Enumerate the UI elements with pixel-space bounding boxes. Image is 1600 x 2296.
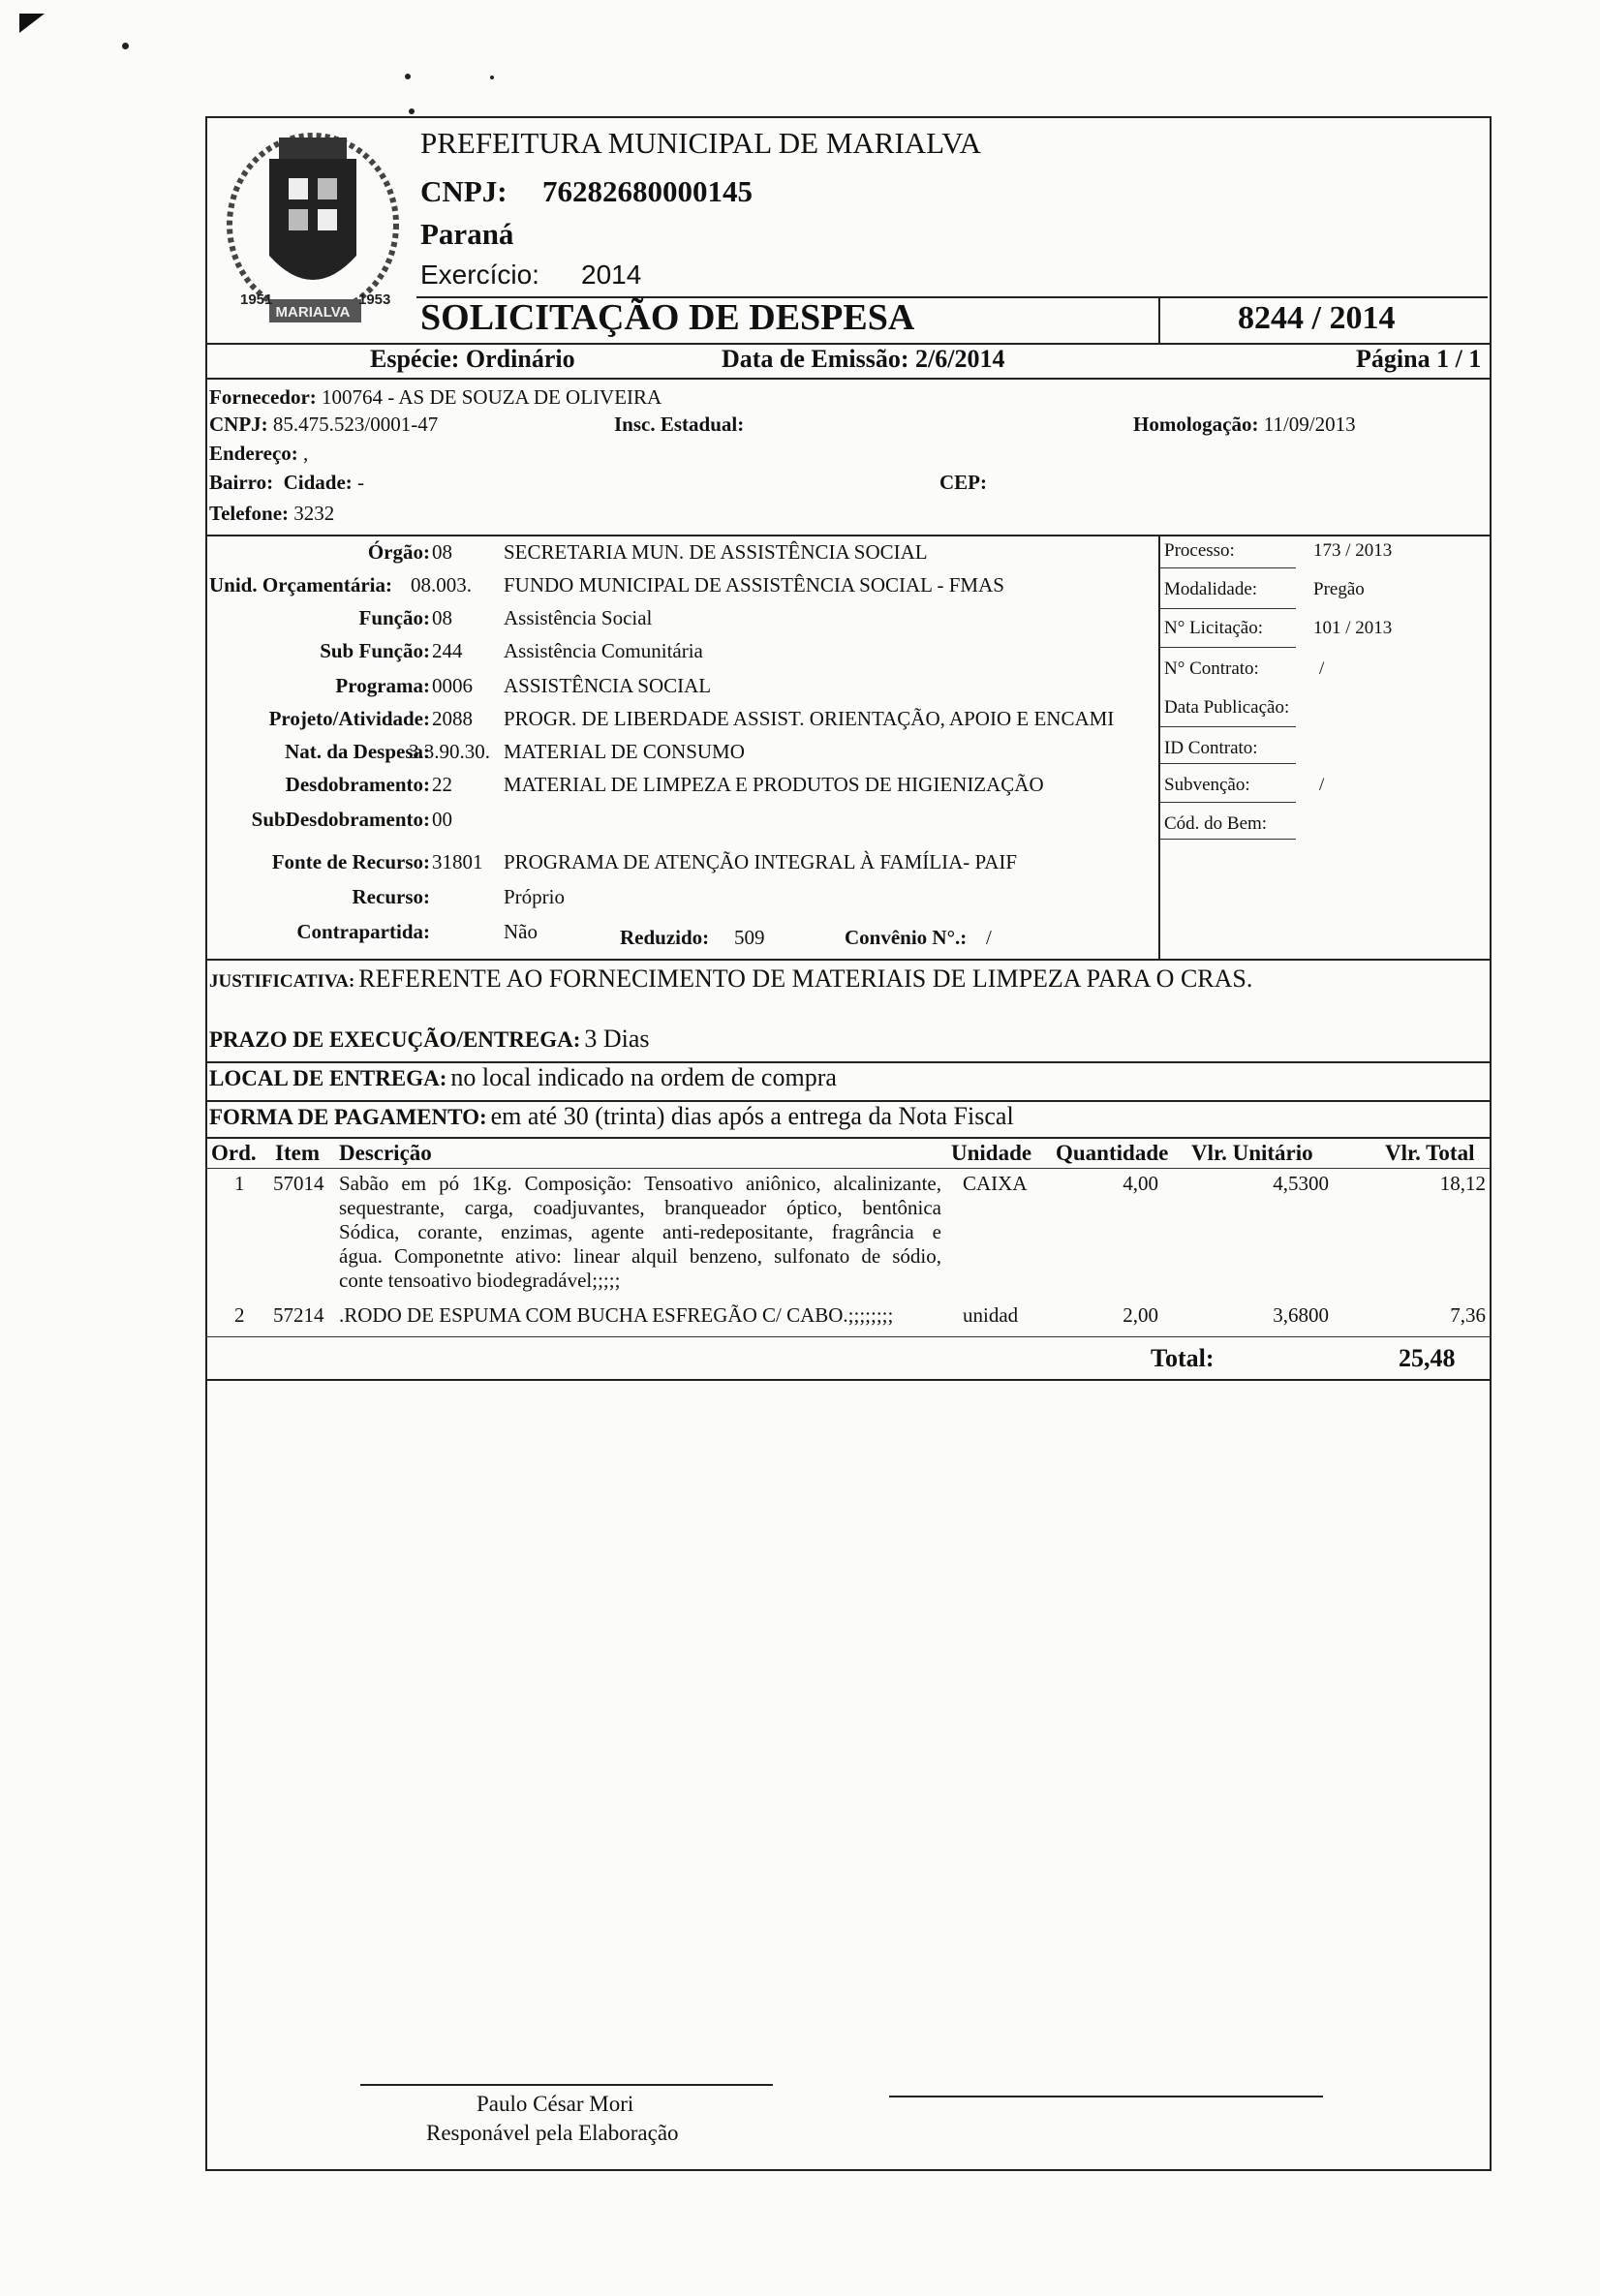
col-item: Item	[275, 1141, 320, 1165]
fornecedor-cnpj-line	[209, 413, 438, 437]
fornecedor-cnpj-label: CNPJ:	[209, 413, 268, 436]
processo-rule	[1160, 802, 1296, 803]
items-bottom-rule	[205, 1336, 1490, 1337]
dotacao-label: Desdobramento:	[285, 773, 430, 796]
dotacao-code: 244	[432, 639, 463, 662]
dotacao-label: Programa:	[335, 674, 430, 697]
scan-speck	[122, 43, 129, 49]
bairro-cidade-line	[209, 471, 364, 495]
dotacao-code: 31801	[432, 850, 483, 873]
reduzido-label: Reduzido:	[620, 926, 710, 949]
processo-rule	[1160, 839, 1296, 840]
item-description-line: .RODO DE ESPUMA COM BUCHA ESFREGÃO C/ CABO.;;;;;;;;	[339, 1303, 894, 1327]
dotacao-label: Projeto/Atividade:	[268, 707, 430, 730]
dotacao-description: Assistência Comunitária	[504, 639, 703, 662]
telefone-value: 3232	[293, 502, 335, 525]
document-number: 8244 / 2014	[1238, 300, 1396, 336]
item-description-line: conte tensoativo biodegradável;;;;;	[339, 1269, 621, 1292]
processo-divider	[1158, 535, 1160, 961]
header-bottom-rule	[205, 378, 1490, 380]
svg-text:1953: 1953	[358, 291, 391, 308]
scan-speck	[405, 74, 411, 79]
scan-speck	[409, 108, 415, 114]
pagina: Página 1 / 1	[1356, 345, 1482, 373]
processo-rule	[1160, 763, 1296, 764]
dotacao-label: Fonte de Recurso:	[271, 850, 430, 873]
entity-name: PREFEITURA MUNICIPAL DE MARIALVA	[420, 126, 982, 160]
cnpj-value: 76282680000145	[542, 174, 753, 208]
item-quantidade: 2,00	[1123, 1303, 1158, 1327]
reduzido-value: 509	[734, 926, 765, 949]
forma-value: em até 30 (trinta) dias após a entrega da Nota Fiscal	[490, 1102, 1014, 1130]
processo-label: Modalidade:	[1164, 579, 1258, 599]
total-bottom-rule	[205, 1379, 1490, 1381]
exercicio-label: Exercício:	[420, 260, 539, 290]
justificativa-label: JUSTIFICATIVA:	[209, 971, 355, 992]
justificativa-value: REFERENTE AO FORNECIMENTO DE MATERIAIS DE LIMPEZA PARA O CRAS.	[358, 964, 1253, 993]
fornecedor-label: Fornecedor:	[209, 385, 317, 409]
total-label: Total:	[1151, 1344, 1215, 1372]
fornecedor-line	[209, 385, 662, 410]
prazo-line	[209, 1025, 650, 1054]
dotacao-description: PROGR. DE LIBERDADE ASSIST. ORIENTAÇÃO, APOIO E ENCAMI	[504, 707, 1115, 730]
state-name: Paraná	[420, 217, 514, 251]
homologacao-line	[1133, 413, 1356, 437]
dotacao-label: Função:	[358, 606, 430, 629]
dotacao-description: Assistência Social	[504, 606, 653, 629]
svg-text:MARIALVA: MARIALVA	[275, 304, 351, 321]
col-unitario: Vlr. Unitário	[1191, 1141, 1313, 1165]
dotacao-label: Contrapartida:	[296, 920, 430, 943]
dotacao-code: 22	[432, 773, 452, 796]
title-divider	[1158, 296, 1160, 343]
item-description-line: Sódica, corante, enzimas, agente anti-redepositante, fragrância e	[339, 1220, 941, 1243]
item-quantidade: 4,00	[1123, 1172, 1158, 1195]
processo-label: Subvenção:	[1164, 775, 1250, 795]
dotacao-description: FUNDO MUNICIPAL DE ASSISTÊNCIA SOCIAL - FMAS	[504, 573, 1004, 597]
processo-label: Cód. do Bem:	[1164, 813, 1268, 834]
svg-text:1951: 1951	[240, 291, 273, 308]
dotacao-code: 08	[432, 606, 452, 629]
scan-mark	[19, 14, 45, 33]
processo-value: /	[1319, 775, 1325, 795]
insc-estadual-label: Insc. Estadual:	[614, 413, 745, 436]
dotacao-label: Órgão:	[367, 540, 430, 564]
item-code: 57214	[273, 1303, 324, 1327]
telefone-label: Telefone:	[209, 502, 290, 525]
cnpj-label: CNPJ:	[420, 174, 508, 208]
dotacao-label: SubDesdobramento:	[251, 808, 430, 831]
convenio-value: /	[986, 926, 992, 949]
endereco-label: Endereço:	[209, 442, 298, 465]
item-ord: 2	[234, 1303, 245, 1327]
forma-rule	[205, 1137, 1490, 1139]
dotacao-bottom-rule	[205, 959, 1490, 961]
dotacao-description: Não	[504, 920, 538, 943]
especie: Espécie: Ordinário	[370, 345, 575, 373]
scan-speck	[490, 76, 494, 79]
item-total: 18,12	[1439, 1172, 1486, 1195]
processo-value: /	[1319, 658, 1325, 679]
item-unitario: 4,5300	[1273, 1172, 1329, 1195]
item-unidade: unidad	[963, 1303, 1019, 1327]
processo-label: Processo:	[1164, 540, 1235, 561]
local-label: LOCAL DE ENTREGA:	[209, 1066, 447, 1090]
processo-label: Data Publicação:	[1164, 697, 1290, 718]
item-description-line: Sabão em pó 1Kg. Composição: Tensoativo aniônico, alcalinizante,	[339, 1172, 941, 1195]
fornecedor-value: 100764 - AS DE SOUZA DE OLIVEIRA	[322, 385, 662, 409]
signature-name: Paulo César Mori	[477, 2092, 634, 2116]
forma-line	[209, 1102, 1014, 1131]
forma-label: FORMA DE PAGAMENTO:	[209, 1105, 487, 1129]
processo-label: ID Contrato:	[1164, 738, 1258, 758]
dotacao-label: Recurso:	[352, 885, 430, 908]
dotacao-description: Próprio	[504, 885, 565, 908]
fornecedor-cnpj-value: 85.475.523/0001-47	[272, 413, 439, 436]
processo-rule	[1160, 608, 1296, 609]
justificativa-line	[209, 964, 1252, 994]
total-value: 25,48	[1399, 1344, 1456, 1372]
prazo-value: 3 Dias	[584, 1025, 650, 1053]
homologacao-value: 11/09/2013	[1263, 413, 1356, 436]
dotacao-code: 08	[432, 540, 452, 564]
item-unitario: 3,6800	[1273, 1303, 1329, 1327]
bairro-label: Bairro:	[209, 471, 274, 494]
document-title: SOLICITAÇÃO DE DESPESA	[420, 297, 915, 338]
homologacao-label: Homologação:	[1133, 413, 1259, 436]
fornecedor-bottom-rule	[205, 535, 1490, 536]
dotacao-code: 00	[432, 808, 452, 831]
processo-value: Pregão	[1313, 579, 1365, 599]
item-total: 7,36	[1450, 1303, 1486, 1327]
processo-rule	[1160, 567, 1296, 568]
signature-role: Responável pela Elaboração	[426, 2121, 679, 2145]
telefone-line	[209, 502, 334, 526]
endereco-line	[209, 442, 308, 466]
data-emissao: Data de Emissão: 2/6/2014	[722, 345, 1005, 373]
item-code: 57014	[273, 1172, 324, 1195]
processo-rule	[1160, 647, 1296, 648]
convenio-label: Convênio N°.:	[845, 926, 968, 949]
dotacao-code: 0006	[432, 674, 473, 697]
processo-value: 173 / 2013	[1313, 540, 1393, 561]
processo-label: N° Licitação:	[1164, 618, 1264, 638]
col-descricao: Descrição	[339, 1141, 432, 1165]
cep-label: CEP:	[939, 471, 987, 494]
col-ord: Ord.	[211, 1141, 257, 1165]
dotacao-label: Unid. Orçamentária:	[209, 573, 392, 597]
cidade-label: Cidade:	[283, 471, 353, 494]
exercicio-value: 2014	[581, 260, 642, 290]
prazo-label: PRAZO DE EXECUÇÃO/ENTREGA:	[209, 1027, 581, 1052]
local-line	[209, 1063, 837, 1092]
item-description-line: água. Componetnte ativo: linear alquil benzeno, sulfonato de sódio,	[339, 1244, 941, 1268]
processo-value: 101 / 2013	[1313, 618, 1393, 638]
municipal-crest-icon	[211, 120, 415, 343]
col-total: Vlr. Total	[1385, 1141, 1475, 1165]
dotacao-description: ASSISTÊNCIA SOCIAL	[504, 674, 712, 697]
signature-line-right	[889, 2096, 1323, 2097]
col-unidade: Unidade	[951, 1141, 1032, 1165]
endereco-value: ,	[303, 442, 309, 465]
local-value: no local indicado na ordem de compra	[450, 1063, 837, 1091]
item-unidade: CAIXA	[963, 1172, 1028, 1195]
dotacao-code: 2088	[432, 707, 473, 730]
item-description-line: sequestrante, carga, coadjuvantes, branqueador óptico, bentônica	[339, 1196, 941, 1219]
processo-rule	[1160, 726, 1296, 727]
dotacao-code: 08.003.	[411, 573, 472, 597]
dotacao-description: MATERIAL DE LIMPEZA E PRODUTOS DE HIGIENIZAÇÃO	[504, 773, 1044, 796]
dotacao-code: 3.3.90.30.	[409, 740, 490, 763]
dotacao-label: Sub Função:	[320, 639, 430, 662]
item-ord: 1	[234, 1172, 245, 1195]
dotacao-description: PROGRAMA DE ATENÇÃO INTEGRAL À FAMÍLIA- PAIF	[504, 850, 1018, 873]
dotacao-description: MATERIAL DE CONSUMO	[504, 740, 745, 763]
col-quantidade: Quantidade	[1056, 1141, 1169, 1165]
signature-line-left	[360, 2084, 773, 2086]
cidade-value: -	[357, 471, 365, 494]
processo-label: N° Contrato:	[1164, 658, 1259, 679]
dotacao-label: Nat. da Despesa:	[285, 740, 430, 763]
dotacao-description: SECRETARIA MUN. DE ASSISTÊNCIA SOCIAL	[504, 540, 928, 564]
items-header-rule	[205, 1168, 1490, 1169]
